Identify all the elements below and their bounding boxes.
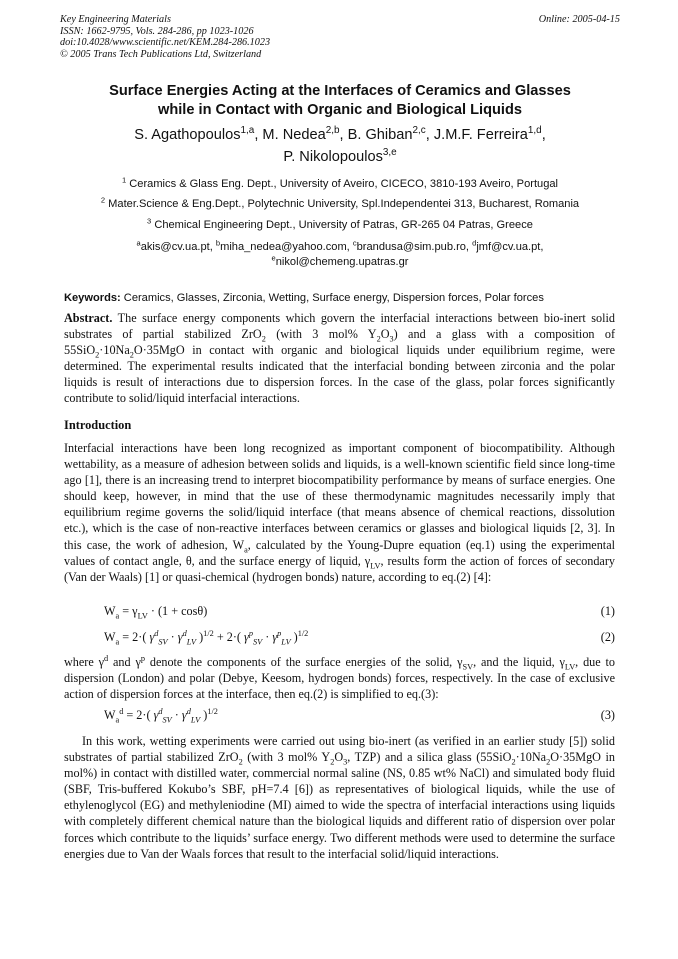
subscript: LV <box>370 561 381 571</box>
author-line-1 <box>60 124 620 146</box>
body-text: , due to dispersion (London) and polar (Debye, Keesom, hydrogen bonds) forces, respectively. In the case of exclusive action of dispersion forces at the interface, then eq.(2) is simplified to eq.(3): <box>64 655 616 702</box>
affiliation-number: 1 <box>121 175 127 185</box>
subscript: a <box>115 715 120 725</box>
subscript: LV <box>564 662 576 672</box>
subscript: SV <box>162 715 172 725</box>
eq-symbol: · (1 + cosθ) <box>147 604 208 618</box>
subscript: 2 <box>95 350 100 360</box>
subscript: SV <box>158 637 168 647</box>
email-link[interactable]: miha_nedea@yahoo.com, <box>220 241 353 253</box>
email-link[interactable]: jmf@cv.ua.pt, <box>476 241 544 253</box>
gamma-symbol: γ <box>149 630 155 644</box>
abstract-paragraph <box>64 310 615 407</box>
author-affil-sup: 3,e <box>382 147 397 159</box>
email-link[interactable]: nikol@chemeng.upatras.gr <box>275 256 409 268</box>
abstract-text: ·10Na <box>99 343 130 358</box>
subscript: 2 <box>330 757 335 767</box>
author: , M. Nedea <box>254 127 326 143</box>
superscript: d <box>104 653 109 663</box>
online-date: Online: 2005-04-15 <box>538 14 620 25</box>
body-text: O <box>334 750 344 765</box>
gamma-symbol: γ <box>272 630 278 644</box>
subscript: 2 <box>546 757 551 767</box>
keywords-label: Keywords: <box>64 292 121 304</box>
running-header <box>60 14 620 60</box>
keywords <box>64 291 620 305</box>
title-line-1: Surface Energies Acting at the Interfaces of Ceramics and Glasses <box>109 83 571 99</box>
superscript: p <box>277 628 282 638</box>
abstract-text: (with 3 mol% Y <box>265 327 377 342</box>
eq-symbol: = 2·( <box>123 708 154 722</box>
copyright-line: © 2005 Trans Tech Publications Ltd, Switzerland <box>60 48 262 60</box>
author-affil-sup: 1,a <box>240 125 255 137</box>
affiliation-text: Chemical Engineering Dept., University of Patras, GR-265 04 Patras, Greece <box>151 219 533 231</box>
subscript: SV <box>462 662 474 672</box>
author-affil-sup: 2,b <box>325 125 340 137</box>
body-text: , and the liquid, γ <box>473 655 565 669</box>
journal-name: Key Engineering Materials <box>60 14 171 25</box>
title-line-2: while in Contact with Organic and Biological Liquids <box>157 102 523 118</box>
affiliation-2 <box>40 197 640 211</box>
superscript: d <box>186 706 191 716</box>
eq-symbol: = 2·( <box>119 630 150 644</box>
eq-symbol: ) <box>290 630 298 644</box>
eq-symbol: W <box>104 604 116 618</box>
author-line-2 <box>60 146 620 168</box>
subscript: LV <box>137 611 148 621</box>
email-link[interactable]: akis@cv.ua.pt, <box>140 241 216 253</box>
superscript: d <box>119 706 124 716</box>
author: , J.M.F. Ferreira <box>425 127 528 143</box>
subscript: 2 <box>238 757 243 767</box>
equation-2 <box>104 629 615 645</box>
affiliation-3 <box>40 218 640 232</box>
gamma-symbol: γ <box>181 708 187 722</box>
eq-symbol: · <box>262 630 273 644</box>
email-sup: c <box>352 238 357 248</box>
author: , B. Ghiban <box>339 127 413 143</box>
subscript: SV <box>252 637 263 647</box>
author: P. Nikolopoulos <box>283 149 383 165</box>
author-separator: , <box>541 127 546 143</box>
affiliation-text: Ceramics & Glass Eng. Dept., University of Aveiro, CICECO, 3810-193 Aveiro, Portugal <box>126 178 559 190</box>
body-text: denote the components of the surface energies of the solid, γ <box>145 655 463 669</box>
eq-symbol: = γ <box>119 604 138 618</box>
abstract-text: O·35MgO in contact with organic and biological liquids under equilibrium regime, were determined. The experimental results indicated that the interfacial bonding between zirconia and the polar liquids is result of interactions due to dispersion forces. In the case of the glass, polar forces significantly contribute to solid/liquid interfacial interactions. <box>64 343 615 406</box>
subscript: LV <box>190 715 201 725</box>
subscript: a <box>115 637 120 647</box>
eq-symbol: · <box>167 630 178 644</box>
abstract-text: ) and a glass with a composition of 55SiO <box>64 327 616 358</box>
doi-line: doi:10.4028/www.scientific.net/KEM.284-286.1023 <box>60 37 271 49</box>
gamma-symbol: γ <box>153 708 159 722</box>
abstract-text: O <box>380 327 390 342</box>
equation-1 <box>104 603 615 619</box>
eq-symbol: + 2·( <box>213 630 244 644</box>
subscript: LV <box>281 637 291 647</box>
issn-line: ISSN: 1662-9795, Vols. 284-286, pp 1023-1026 <box>60 25 254 37</box>
superscript: 1/2 <box>297 628 309 638</box>
subscript: 2 <box>129 350 134 360</box>
author: S. Agathopoulos <box>134 127 241 143</box>
email-link[interactable]: brandusa@sim.pub.ro, <box>356 241 473 253</box>
email-sup: b <box>215 238 221 248</box>
body-text: In this work, wetting experiments were carried out using bio-inert (as verified in an earlier study [5]) solid substrates of partial stabilized ZrO <box>64 734 615 765</box>
intro-paragraph-1 <box>64 440 615 585</box>
author-affil-sup: 1,d <box>527 125 542 137</box>
email-sup: e <box>271 253 276 263</box>
affiliation-number: 3 <box>147 216 152 226</box>
body-text: O·35MgO in mol%) in contact with distilled water, commercial normal saline (NS, 0.85 wt% NaCl) and simulated body fluid (SBF, Tris-buffered Kokubo’s SBF, pH=7.4 [6]) as representatives of biological liquids, while the use of ethylenoglycol (EG) and methyleniodine (MI) aimed to wide the spectra of interfacial interactions using liquids with completely different chemical nature than the biological liquids and different ratio of dispersion over polar forces which contribute to the liquids’ surface energy. Two different methods were used to determine the surface energies due to Van der Waals forces that result to the interfacial solid/liquid interactions. <box>64 750 616 861</box>
superscript: 1/2 <box>207 706 218 716</box>
gamma-symbol: γ <box>177 630 183 644</box>
body-text: , TZP) and a silica glass (55SiO <box>347 750 512 765</box>
superscript: d <box>182 628 187 638</box>
eq-symbol: · <box>171 708 182 722</box>
intro-paragraph-3 <box>64 733 615 862</box>
email-sup: d <box>472 238 477 248</box>
intro-paragraph-2 <box>64 654 615 702</box>
superscript: p <box>140 653 145 663</box>
gamma-symbol: γ <box>244 630 249 644</box>
body-text: (with 3 mol% Y <box>242 750 331 765</box>
superscript: 1/2 <box>203 628 214 638</box>
body-text: Interfacial interactions have been long recognized as important component of biocompatibility. Although wettability, as a measure of adhesion between solids and liquids, is a well-known scientific field since long-time ago [1], there is an increasing trend to interpret biocompatibility performance by means of surface energies. One should keep, however, in mind that the use of these thermodynamic magnitudes necessarily imply that equilibrium regime governs the solid/liquid interface (that means absence of chemical reactions, dissolution etc.), which is the case of non-reactive interfaces between ceramics or glasses and biological liquids [2, 3]. In this case, the work of adhesion, W <box>64 441 615 552</box>
body-text: , calculated by the Young-Dupre equation (eq.1) using the experimental values of contact angle, θ, and the surface energy of liquid, γ <box>64 537 615 568</box>
subscript: 2 <box>376 334 381 344</box>
body-text: ·10Na <box>515 750 547 765</box>
affiliation-number: 2 <box>100 195 106 205</box>
subscript: 2 <box>261 334 266 344</box>
abstract-text: The surface energy components which govern the interfacial interactions between bio-inert solid substrates of partial stabilized ZrO <box>64 311 615 342</box>
paper-title <box>60 82 620 120</box>
equation-number: (3) <box>600 708 615 722</box>
subscript: LV <box>186 637 197 647</box>
author-affil-sup: 2,c <box>412 125 426 137</box>
equation-number: (2) <box>600 630 615 644</box>
keywords-text: Ceramics, Glasses, Zirconia, Wetting, Surface energy, Dispersion forces, Polar forces <box>120 292 544 304</box>
subscript: 3 <box>389 334 394 344</box>
superscript: d <box>158 706 163 716</box>
equation-3 <box>104 707 615 723</box>
equation-number: (1) <box>600 604 615 618</box>
eq-symbol: W <box>104 630 116 644</box>
eq-symbol: ) <box>196 630 204 644</box>
subscript: a <box>115 611 120 621</box>
email-line-2 <box>60 255 620 270</box>
superscript: p <box>248 628 253 638</box>
affiliation-text: Mater.Science & Eng.Dept., Polytechnic University, Spl.Independentei 313, Bucharest, Romania <box>105 198 580 210</box>
body-text: , results form the action of forces of secondary (Van der Waals) [1] or quasi-chemical (hydrogen bonds) nature, according to eq.(2) [4]: <box>64 553 615 584</box>
subscript: 2 <box>511 757 516 767</box>
subscript: a <box>244 545 248 554</box>
email-sup: a <box>136 238 141 248</box>
subscript: 3 <box>343 757 348 767</box>
author-list <box>60 124 620 168</box>
eq-symbol: W <box>104 708 116 722</box>
superscript: d <box>154 628 159 638</box>
email-line-1 <box>60 240 620 255</box>
email-list <box>60 240 620 270</box>
body-text: where γ <box>64 655 105 669</box>
abstract-label: Abstract. <box>64 311 113 325</box>
body-text: and γ <box>108 655 141 669</box>
section-heading-introduction: Introduction <box>64 418 132 432</box>
eq-symbol: ) <box>200 708 208 722</box>
affiliation-1 <box>40 177 640 191</box>
